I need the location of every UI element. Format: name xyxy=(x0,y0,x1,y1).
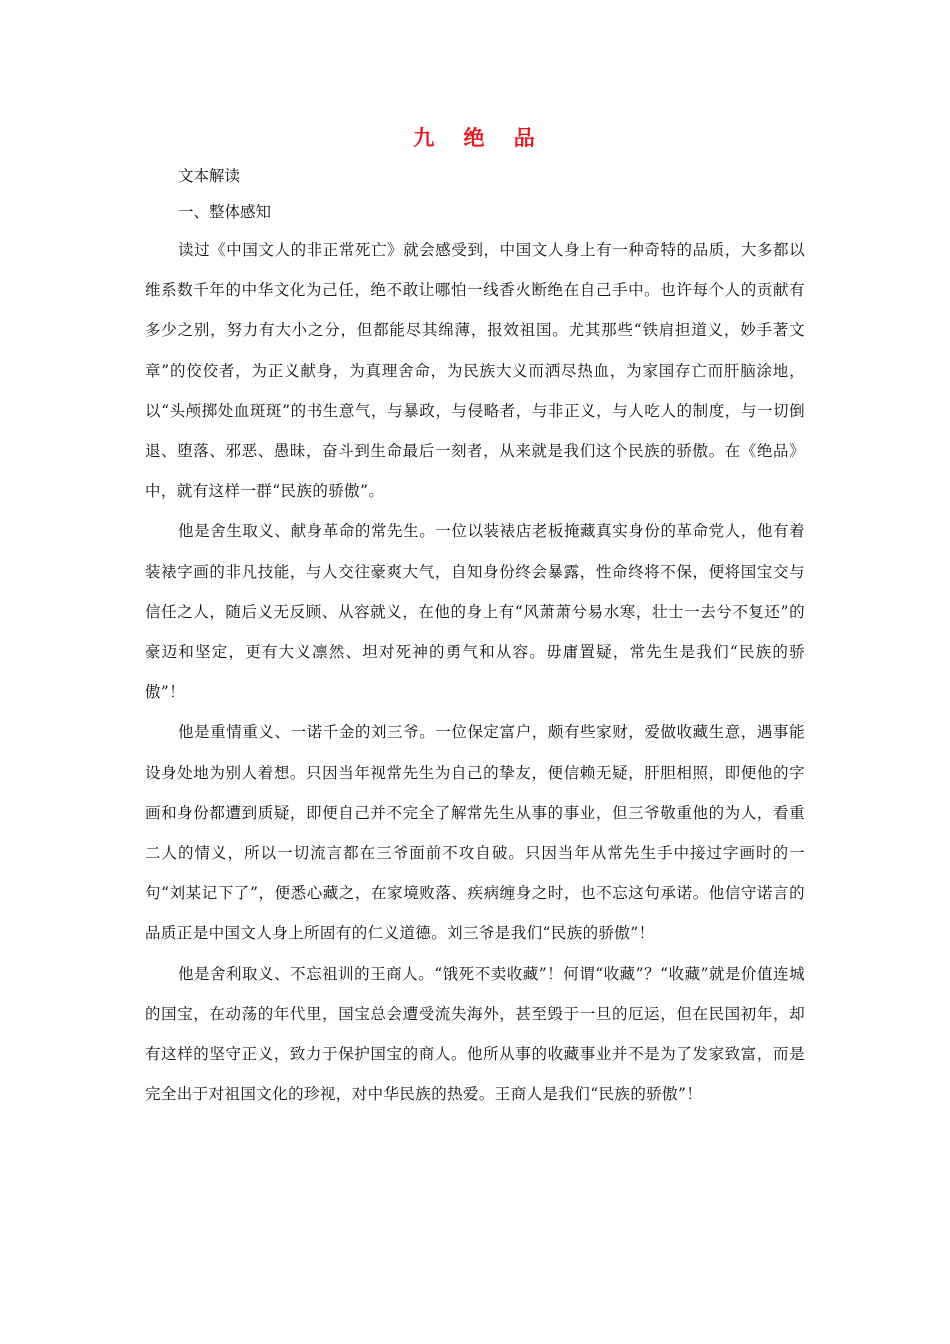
paragraph-liu: 他是重情重义、一诺千金的刘三爷。一位保定富户，颇有些家财，爱做收藏生意，遇事能设身处地为别人着想。只因当年视常先生为自己的挚友，便信赖无疑，肝胆相照，即便他的字画和身份都遭到质疑，即便自己并不完全了解常先生从事的事业，但三爷敬重他的为人，看重二人的情义，所以一切流言都在三爷面前不攻自破。只因当年从常先生手中接过字画时的一句“刘某记下了”，便悉心藏之，在家境败落、疾病缠身之时，也不忘这句承诺。他信守诺言的品质正是中国文人身上所固有的仁义道德。刘三爷是我们“民族的骄傲”！ xyxy=(145,723,805,943)
paragraph-wang: 他是舍利取义、不忘祖训的王商人。“饿死不卖收藏”！何谓“收藏”？“收藏”就是价值连城的国宝，在动荡的年代里，国宝总会遭受流失海外，甚至毁于一旦的厄运，但在民国初年，却有这样的坚守正义，致力于保护国宝的商人。他所从事的收藏事业并不是为了发家致富，而是完全出于对祖国文化的珍视，对中华民族的热爱。王商人是我们“民族的骄傲”！ xyxy=(145,964,805,1104)
section-heading: 文本解读 xyxy=(178,167,241,185)
paragraph-intro: 读过《中国文人的非正常死亡》就会感受到，中国文人身上有一种奇特的品质，大多都以维系数千年的中华文化为己任，绝不敢让哪怕一线香火断绝在自己手中。也许每个人的贡献有多少之别，努力有大小之分，但都能尽其绵薄，报效祖国。尤其那些“铁肩担道义，妙手著文章”的佼佼者，为正义献身，为真理舍命，为民族大义而洒尽热血，为家国存亡而肝脑涂地，以“头颅掷处血斑斑”的书生意气，与暴政，与侵略者，与非正义，与人吃人的制度，与一切倒退、堕落、邪恶、愚昧，奋斗到生命最后一刻者，从来就是我们这个民族的骄傲。在《绝品》中，就有这样一群“民族的骄傲”。 xyxy=(145,241,805,501)
paragraph-chang: 他是舍生取义、献身革命的常先生。一位以装裱店老板掩藏真实身份的革命党人，他有着装裱字画的非凡技能，与人交往豪爽大气，自知身份终会暴露，性命终将不保，便将国宝交与信任之人，随后义无反顾、从容就义，在他的身上有“风萧萧兮易水寒，壮士一去兮不复还”的豪迈和坚定，更有大义凛然、坦对死神的勇气和从容。毋庸置疑，常先生是我们“民族的骄傲”！ xyxy=(145,522,805,702)
document-title: 九 绝 品 xyxy=(413,125,537,150)
document-page xyxy=(145,118,805,1114)
subsection-heading: 一、整体感知 xyxy=(178,203,272,221)
